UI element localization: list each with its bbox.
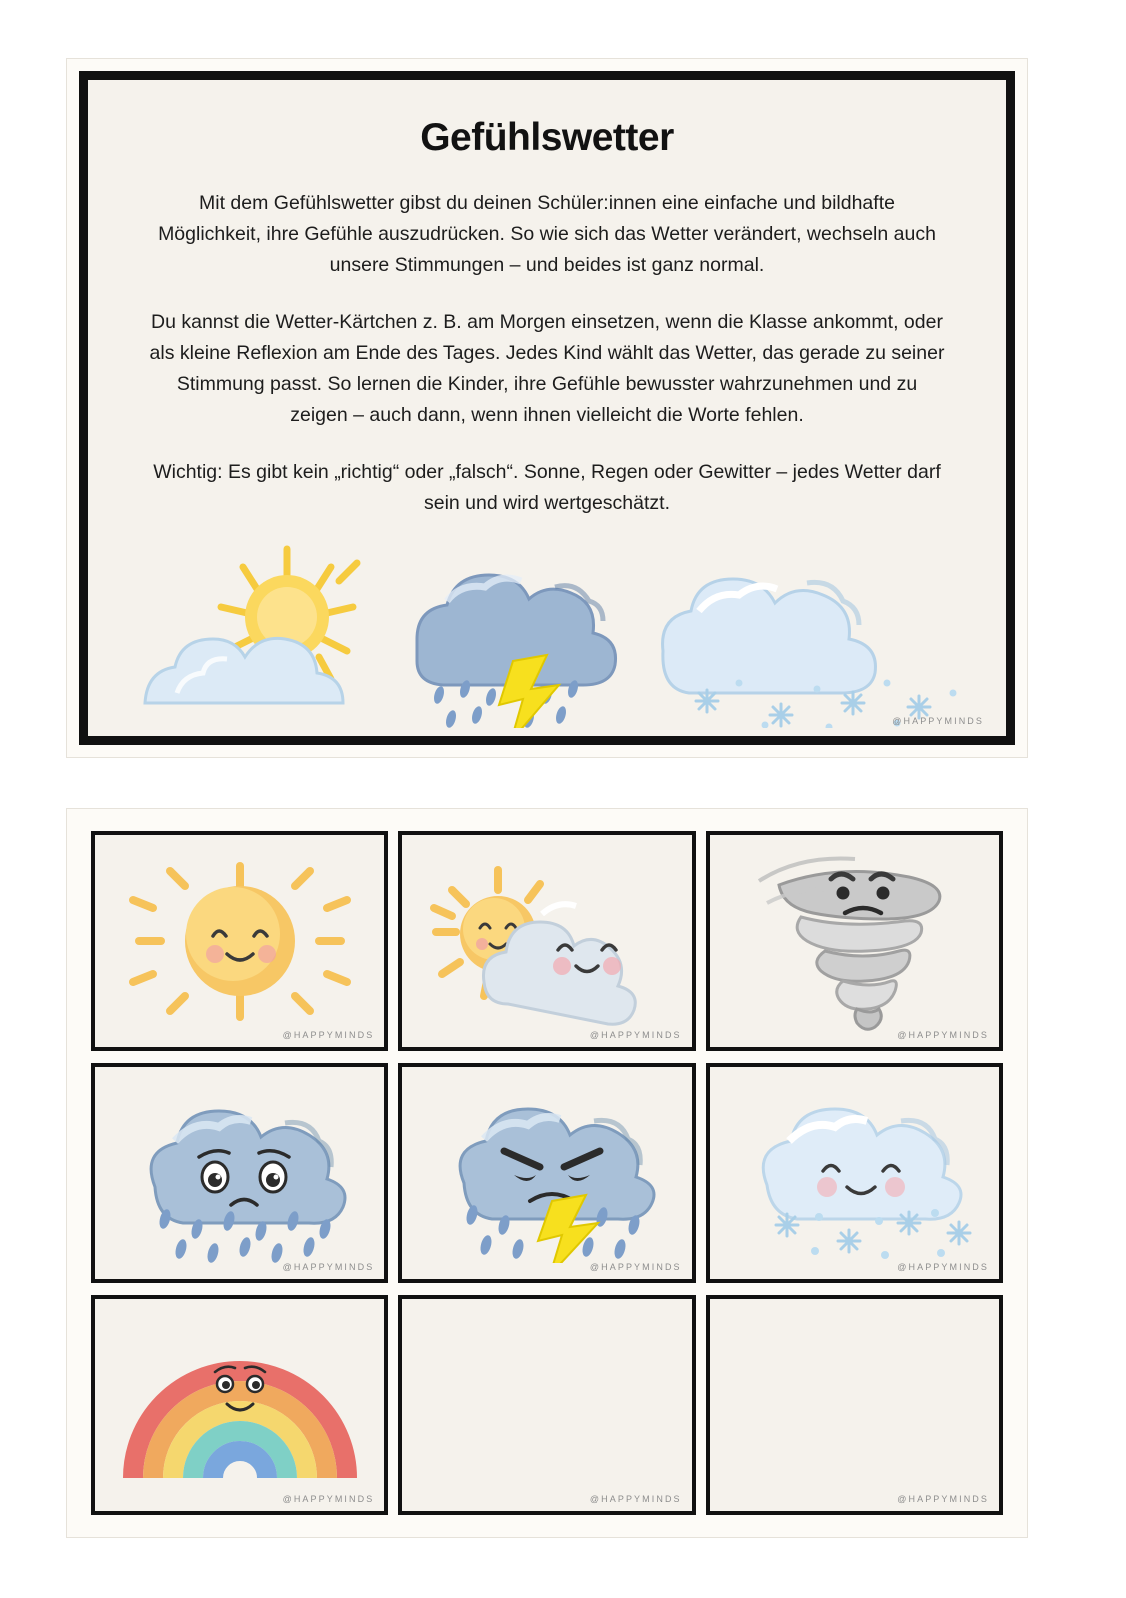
happy-rainbow-icon: [105, 1320, 375, 1490]
angry-storm-cloud-icon: [412, 1083, 682, 1263]
watermark: @HAPPYMINDS: [892, 716, 984, 726]
info-illustration-row: [88, 543, 1006, 728]
weather-card-sleepy-snow-cloud[interactable]: [706, 1063, 1003, 1283]
weather-card-blank-1[interactable]: [398, 1295, 695, 1515]
weather-card-happy-rainbow[interactable]: [91, 1295, 388, 1515]
card-illustration: [402, 1067, 691, 1279]
cards-grid: [91, 831, 1003, 1515]
intro-paragraph-3: Wichtig: Es gibt kein „richtig“ oder „falsch“. Sonne, Regen oder Gewitter – jedes Wetter darf sein und wird wertgeschätzt.: [153, 461, 941, 514]
info-sheet-frame: [79, 71, 1015, 745]
watermark: @HAPPYMINDS: [282, 1262, 375, 1272]
happy-sun-icon: [115, 854, 365, 1029]
sun-behind-cloud-icon: [145, 549, 357, 703]
page-title: Gefühlswetter: [420, 116, 674, 159]
weather-card-angry-storm-cloud[interactable]: [398, 1063, 695, 1283]
sleepy-snow-cloud-icon: [719, 1083, 989, 1263]
card-illustration: [95, 835, 384, 1047]
watermark: @HAPPYMINDS: [589, 1030, 682, 1040]
weather-card-blank-2[interactable]: [706, 1295, 1003, 1515]
snow-cloud-icon: [663, 579, 957, 728]
watermark: @HAPPYMINDS: [897, 1262, 989, 1272]
sad-rain-cloud-icon: [105, 1083, 375, 1263]
card-illustration: [402, 835, 691, 1047]
weather-card-angry-tornado[interactable]: [706, 831, 1003, 1051]
weather-card-sad-rain-cloud[interactable]: [91, 1063, 388, 1283]
angry-tornado-icon: [739, 851, 969, 1031]
watermark: @HAPPYMINDS: [282, 1494, 375, 1504]
card-illustration: [95, 1067, 384, 1279]
card-illustration: [710, 835, 999, 1047]
sun-with-cloud-icon: [412, 854, 682, 1029]
info-sheet: [66, 58, 1028, 758]
watermark: @HAPPYMINDS: [589, 1494, 682, 1504]
watermark: @HAPPYMINDS: [897, 1494, 989, 1504]
watermark: @HAPPYMINDS: [282, 1030, 375, 1040]
weather-card-happy-sun[interactable]: [91, 831, 388, 1051]
watermark: @HAPPYMINDS: [897, 1030, 989, 1040]
watermark: @HAPPYMINDS: [589, 1262, 682, 1272]
weather-illustrations: [88, 543, 1006, 728]
weather-card-sun-with-cloud[interactable]: [398, 831, 695, 1051]
card-illustration: [95, 1299, 384, 1511]
intro-paragraph-1: Mit dem Gefühlswetter gibst du deinen Schüler:innen eine einfache und bildhafte Möglichkeit, ihre Gefühle auszudrücken. So wie sich das Wetter verändert, wechseln auch unsere Stimmungen – und beides ist ganz normal.: [158, 192, 936, 276]
cards-sheet: [66, 808, 1028, 1538]
intro-paragraph-2: Du kannst die Wetter-Kärtchen z. B. am Morgen einsetzen, wenn die Klasse ankommt, oder als kleine Reflexion am Ende des Tages. Jedes Kind wählt das Wetter, das gerade zu seiner Stimmung passt. So lernen die Kinder, ihre Gefühle bewusster wahrzunehmen und zu zeigen – auch dann, wenn ihnen vielleicht die Worte fehlen.: [149, 311, 945, 426]
thunderstorm-cloud-icon: [417, 575, 616, 728]
card-illustration: [710, 1067, 999, 1279]
